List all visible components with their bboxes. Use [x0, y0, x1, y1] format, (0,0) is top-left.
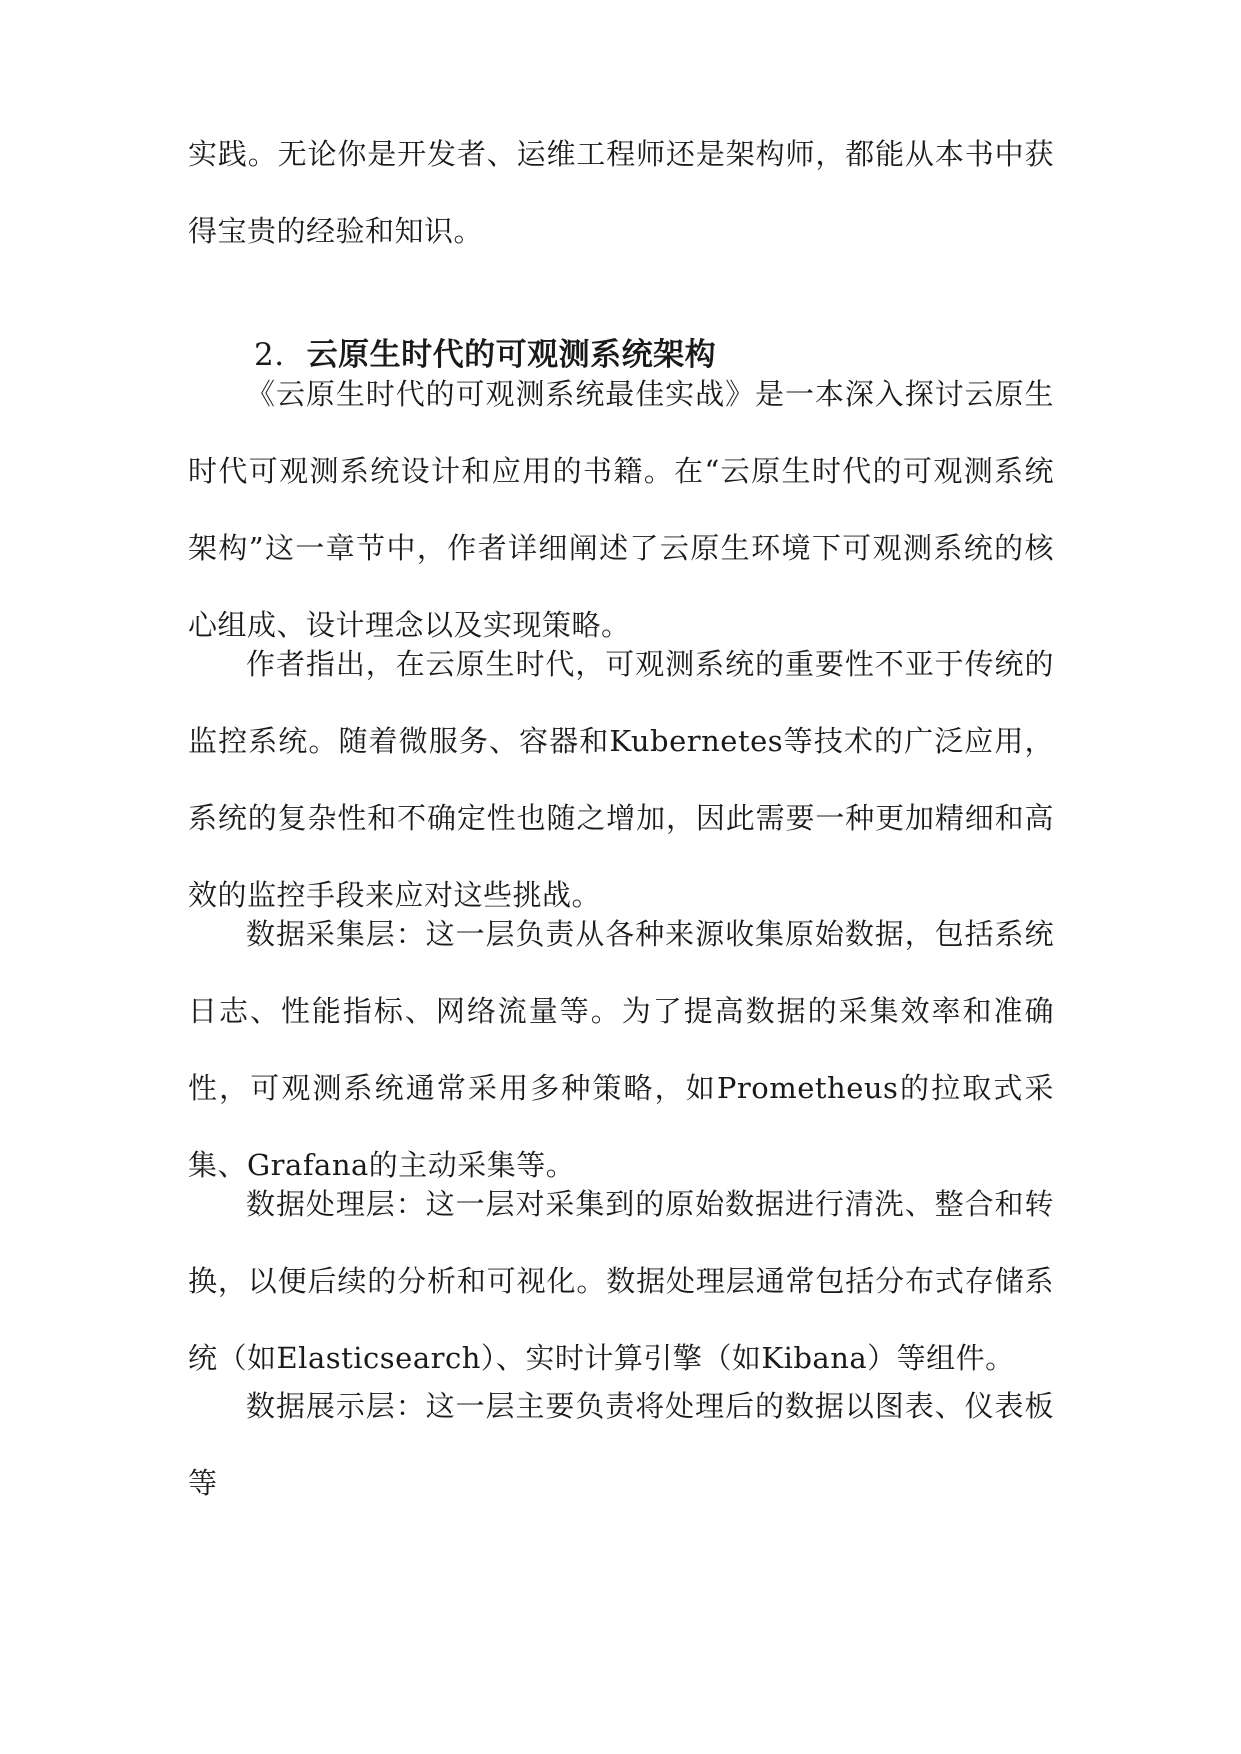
paragraph-book-overview: 《云原生时代的可观测系统最佳实战》是一本深入探讨云原生时代可观测系统设计和应用的书籍。在“云原生时代的可观测系统架构”这一章节中，作者详细阐述了云原生环境下可观测系统的核心组成、设计理念以及实现策略。 — [188, 377, 1054, 642]
paragraph-data-processing-layer: 数据处理层：这一层对采集到的原始数据进行清洗、整合和转换，以便后续的分析和可视化。数据处理层通常包括分布式存储系统（如Elasticsearch）、实时计算引擎（如Kibana）等组件。 — [188, 1187, 1054, 1375]
paragraph-author-view: 作者指出，在云原生时代，可观测系统的重要性不亚于传统的监控系统。随着微服务、容器和Kubernetes等技术的广泛应用，系统的复杂性和不确定性也随之增加，因此需要一种更加精细和高效的监控手段来应对这些挑战。 — [188, 647, 1054, 912]
intro-continuation-paragraph: 实践。无论你是开发者、运维工程师还是架构师，都能从本书中获得宝贵的经验和知识。 — [188, 137, 1054, 248]
paragraph-data-collection-layer: 数据采集层：这一层负责从各种来源收集原始数据，包括系统日志、性能指标、网络流量等。为了提高数据的采集效率和准确性，可观测系统通常采用多种策略，如Prometheus的拉取式采集、Grafana的主动采集等。 — [188, 917, 1054, 1182]
section-number: 2. — [254, 337, 285, 373]
paragraph-data-presentation-layer: 数据展示层：这一层主要负责将处理后的数据以图表、仪表板等 — [188, 1389, 1054, 1500]
section-title: 云原生时代的可观测系统架构 — [306, 337, 717, 373]
